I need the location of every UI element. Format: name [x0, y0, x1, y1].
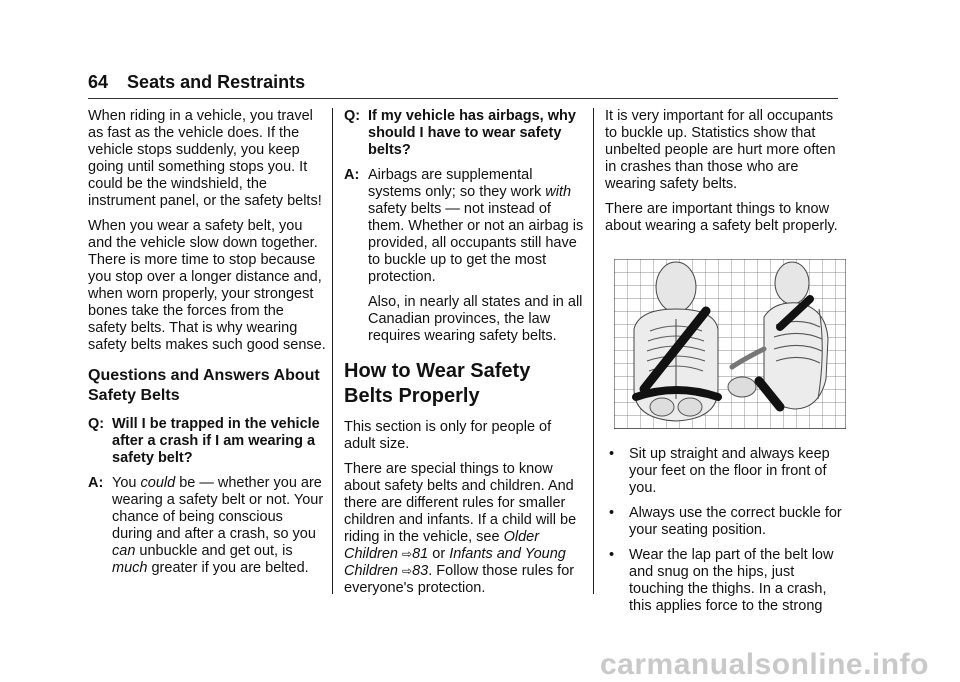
column-3	[605, 108, 845, 623]
answer-emphasis: can	[112, 543, 136, 559]
column-divider-1	[332, 108, 333, 594]
older-children-page-link[interactable]: 81	[412, 546, 429, 562]
answer-text: unbuckle and get out, is	[135, 543, 293, 559]
page-header	[88, 72, 305, 93]
infants-children-link[interactable]: Infants and Young Children	[344, 546, 566, 579]
answer-text: safety belts — not instead of them. Whether or not an airbag is provided, all occupants still have to buckle up to get the most protection.	[368, 201, 584, 285]
important-things-paragraph: There are important things to know about wearing a safety belt properly.	[605, 201, 838, 234]
q-label: Q:	[88, 416, 105, 432]
answer-emphasis: with	[545, 184, 572, 200]
watermark: carmanualsonline.info	[600, 648, 929, 681]
answer-emphasis: much	[112, 560, 148, 576]
column-1	[88, 108, 326, 585]
answer-1	[88, 475, 326, 577]
column-2	[344, 108, 584, 605]
page-ref-arrow-icon: ⇨	[402, 564, 413, 578]
answer-text: You	[112, 475, 141, 491]
column-divider-2	[593, 108, 594, 594]
children-paragraph	[344, 461, 584, 597]
a-label: A:	[344, 167, 360, 183]
bullet-item	[605, 547, 845, 615]
bullet-marker: •	[609, 446, 615, 462]
a-label: A:	[88, 475, 104, 491]
buckle-up-paragraph: It is very important for all occupants to buckle up. Statistics show that unbelted people are hurt more often in crashes than those who are wearing safety belts.	[605, 108, 836, 192]
safety-belt-skeleton-illustration	[614, 259, 846, 429]
section-title: Seats and Restraints	[127, 72, 306, 92]
bullet-item	[605, 446, 845, 497]
intro-paragraph: When riding in a vehicle, you travel as fast as the vehicle does. If the vehicle stops suddenly, you keep going until something stops you. It could be the windshield, the instrument panel, or the safety belts!	[88, 108, 322, 209]
bullet-marker: •	[609, 547, 615, 563]
answer-2	[344, 167, 584, 286]
paragraph-text: or	[428, 546, 450, 562]
bullet-text: Always use the correct buckle for your seating position.	[629, 505, 842, 538]
qa-heading: Questions and Answers About Safety Belts	[88, 367, 320, 404]
answer-text: Airbags are supplemental systems only; so they work	[368, 167, 546, 200]
answer-text: greater if you are belted.	[147, 560, 309, 576]
paragraph-text: There are special things to know about safety belts and children. And there are different rules for smaller children and infants. If a child will be riding in the vehicle, see	[344, 461, 577, 545]
infants-children-page-link[interactable]: 83	[412, 563, 429, 579]
adult-size-paragraph: This section is only for people of adult size.	[344, 419, 552, 452]
answer-text: be — whether you are wearing a safety belt or not. Your chance of being conscious during and after a crash, so you	[112, 475, 324, 542]
page-ref-arrow-icon: ⇨	[402, 547, 413, 561]
question-text: If my vehicle has airbags, why should I have to wear safety belts?	[368, 108, 576, 158]
bullet-marker: •	[609, 505, 615, 521]
page-number: 64	[88, 72, 109, 92]
bullet-item	[605, 505, 845, 539]
question-text: Will I be trapped in the vehicle after a crash if I am wearing a safety belt?	[112, 416, 320, 466]
paragraph-text: . Follow those rules for everyone's protection.	[344, 563, 575, 596]
header-rule	[88, 98, 838, 99]
section-heading: How to Wear Safety Belts Properly	[344, 360, 531, 407]
belt-benefit-paragraph: When you wear a safety belt, you and the vehicle slow down together. There is more time to stop because you stop over a longer distance and, when worn properly, your strongest bones take the forces from the safety belts. That is why wearing safety belts makes such good sense.	[88, 218, 326, 353]
law-paragraph: Also, in nearly all states and in all Canadian provinces, the law requires wearing safety belts.	[368, 294, 583, 344]
bullet-text: Wear the lap part of the belt low and snug on the hips, just touching the thighs. In a crash, this applies force to the strong	[629, 547, 834, 614]
older-children-link[interactable]: Older Children	[344, 529, 540, 562]
bullet-text: Sit up straight and always keep your feet on the floor in front of you.	[629, 446, 830, 496]
q-label: Q:	[344, 108, 361, 124]
question-1	[88, 416, 326, 467]
answer-emphasis: could	[140, 475, 176, 491]
question-2	[344, 108, 584, 159]
